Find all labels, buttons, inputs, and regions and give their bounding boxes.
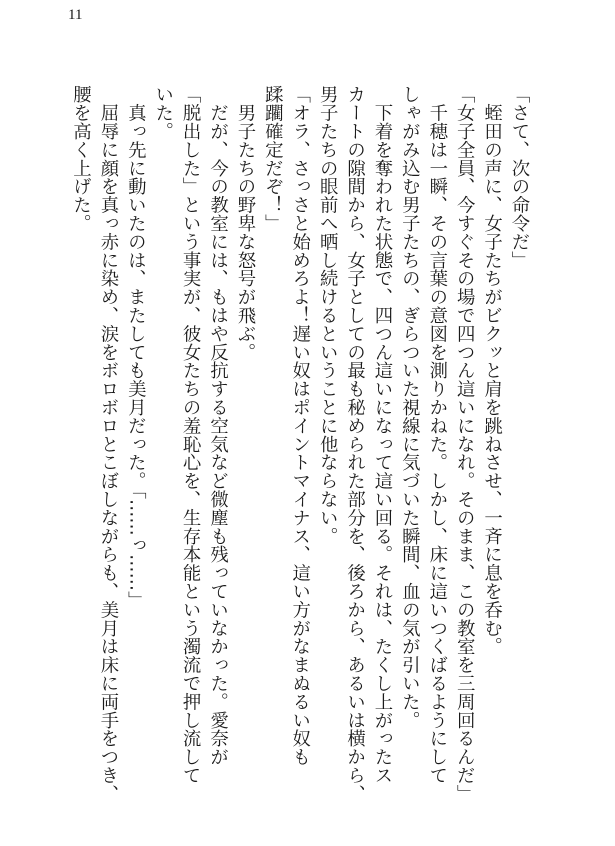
text-line: 「脱出した」という事実が、彼女たちの羞恥心を、生存本能という濁流で押し流して [180,85,202,785]
text-line: 「女子全員、今すぐその場で四つん這いになれ。そのまま、この教室を三周回るんだ」 [454,85,476,803]
text-line: だが、今の教室には、もはや反抗する空気など微塵も残っていなかった。愛奈が [207,85,229,766]
text-line: 「さて、次の命令だ」 [509,85,530,269]
text-line: 下着を奪われた状態で、四つん這いになって這い回る。それは、たくし上がったス [371,85,393,785]
page-number: 11 [68,7,83,23]
text-line: 腰を高く上げた。 [70,85,92,233]
text-line: 男子たちの眼前へ晒し続けるということに他ならない。 [317,85,339,545]
text-line: 男子たちの野卑な怒号が飛ぶ。 [234,85,256,361]
text-line: 蹂躙確定だぞ！」 [262,85,284,233]
text-line: 「オラ、さっさと始めろよ！遅い奴はポイントマイナス、這い方がなまぬるい奴も [289,85,311,766]
text-line: しゃがみ込む男子たちの、ぎらついた視線に気づいた瞬間、血の気が引いた。 [399,85,421,729]
text-line: 千穂は一瞬、その言葉の意図を測りかねた。しかし、床に這いつくばるようにして [426,85,448,785]
text-line: 蛭田の声に、女子たちがビクッと肩を跳ねさせ、一斉に息を呑む。 [481,85,503,656]
text-line: 屈辱に顔を真っ赤に染め、涙をボロボロとこぼしながらも、美月は床に両手をつき、 [97,85,119,803]
body-text [67,85,533,805]
text-line: カートの隙間から、女子としての最も秘められた部分を、後ろから、あるいは横から、 [344,85,366,803]
text-line: いた。 [152,85,174,141]
text-line: 真っ先に動いたのは、またしても美月だった。「……っ……」 [125,85,147,610]
